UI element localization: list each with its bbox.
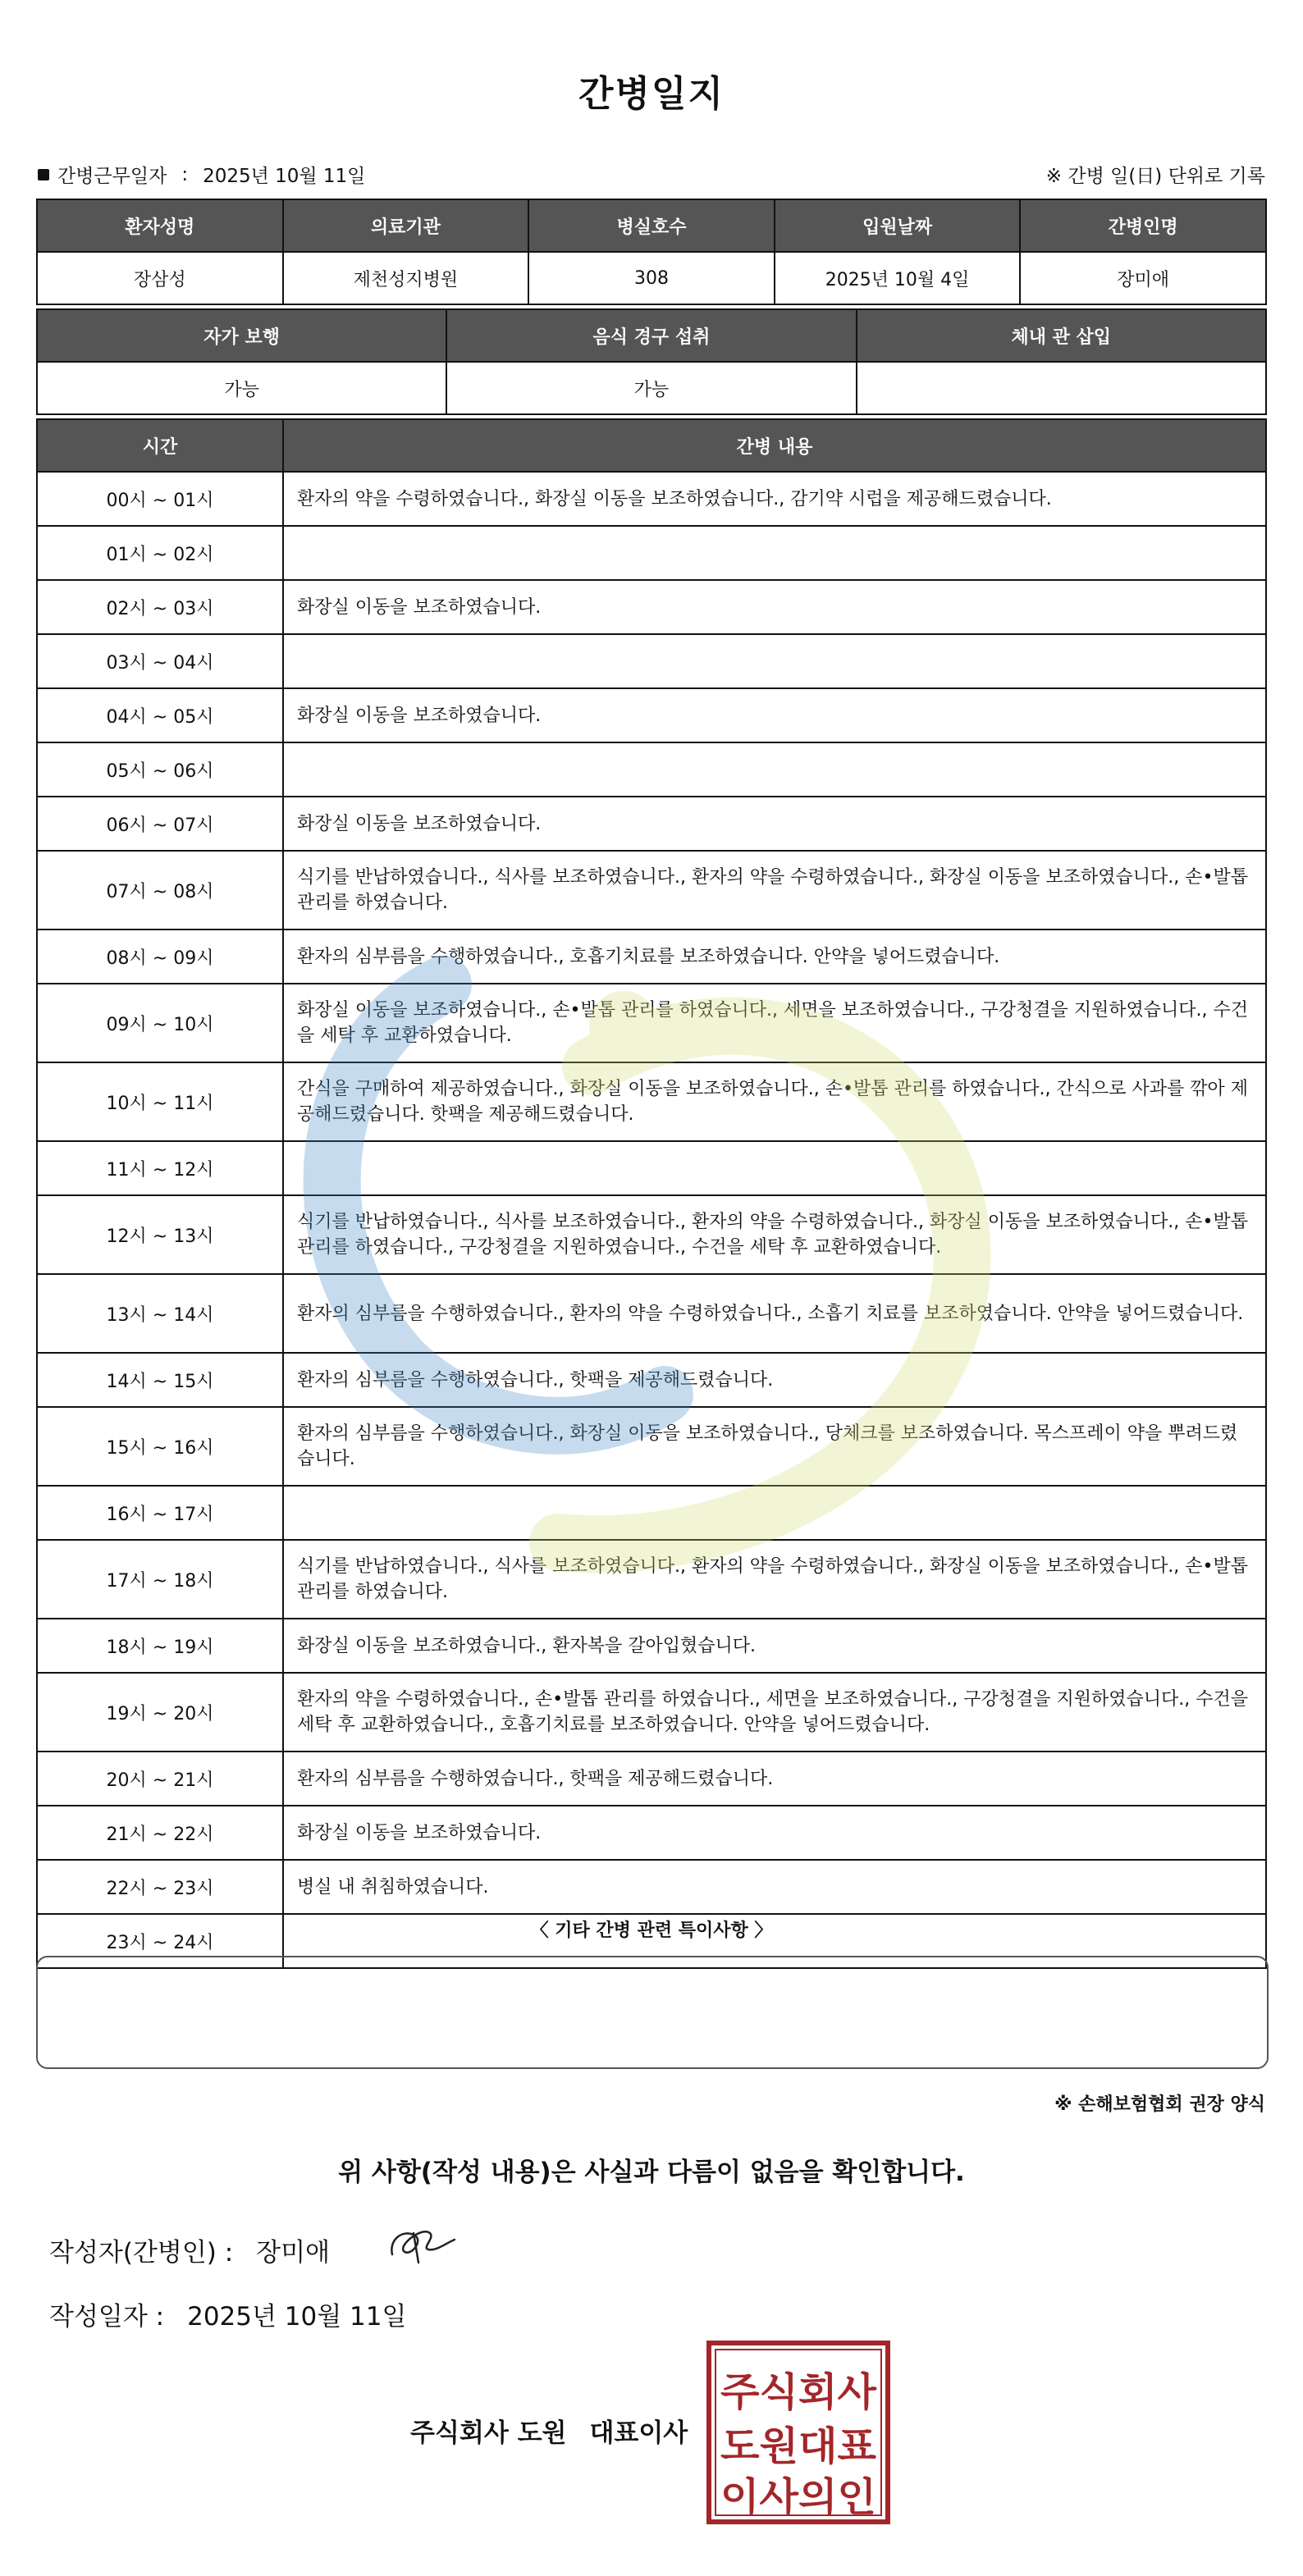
oral-intake-value: 가능: [446, 362, 856, 414]
log-row: [37, 1062, 1266, 1141]
room-number: 308: [528, 252, 775, 304]
log-time: 01시 ~ 02시: [37, 526, 283, 580]
log-time: 06시 ~ 07시: [37, 797, 283, 851]
log-content: 화장실 이동을 보조하였습니다., 환자복을 갈아입혔습니다.: [283, 1619, 1266, 1673]
log-content: 환자의 심부름을 수행하였습니다., 핫팩을 제공해드렸습니다.: [283, 1752, 1266, 1806]
company-line: [410, 2412, 688, 2449]
log-row: [37, 742, 1266, 797]
log-content: [283, 634, 1266, 688]
log-content: [283, 526, 1266, 580]
log-row: [37, 851, 1266, 929]
log-row: [37, 1752, 1266, 1806]
log-content: 식기를 반납하였습니다., 식사를 보조하였습니다., 환자의 약을 수령하였습니다., 화장실 이동을 보조하였습니다., 손•발톱 관리를 하였습니다.: [283, 1540, 1266, 1619]
log-row: [37, 1141, 1266, 1195]
log-time: 12시 ~ 13시: [37, 1195, 283, 1274]
log-content: 환자의 약을 수령하였습니다., 손•발톱 관리를 하였습니다., 세면을 보조하였습니다., 구강청결을 지원하였습니다., 수건을 세탁 후 교환하였습니다., 호흡기치료를 보조하였습니다. 안약을 넣어드렸습니다.: [283, 1673, 1266, 1752]
log-content: [283, 1486, 1266, 1540]
company-name: 주식회사 도원: [410, 2418, 567, 2448]
writer-label: 작성자(간병인) :: [49, 2238, 234, 2268]
log-time: 10시 ~ 11시: [37, 1062, 283, 1141]
log-time: 21시 ~ 22시: [37, 1806, 283, 1860]
log-row: [37, 1274, 1266, 1353]
patient-name: 장삼성: [37, 252, 283, 304]
confirmation-statement: 위 사항(작성 내용)은 사실과 다름이 없음을 확인합니다.: [338, 2158, 965, 2187]
hospital-name: 제천성지병원: [283, 252, 529, 304]
log-time: 09시 ~ 10시: [37, 984, 283, 1062]
log-row: [37, 797, 1266, 851]
log-row: [37, 1673, 1266, 1752]
svg-text:도원대표: 도원대표: [720, 2423, 877, 2469]
self-walking-value: 가능: [37, 362, 446, 414]
log-time: 18시 ~ 19시: [37, 1619, 283, 1673]
log-row: [37, 688, 1266, 742]
work-date-colon: :: [181, 163, 189, 185]
log-row: [37, 984, 1266, 1062]
square-bullet-icon: [38, 169, 49, 180]
log-time: 19시 ~ 20시: [37, 1673, 283, 1752]
patient-info-table: [36, 199, 1267, 305]
header-room: 병실호수: [528, 199, 775, 252]
company-title: 대표이사: [589, 2418, 688, 2448]
log-time: 03시 ~ 04시: [37, 634, 283, 688]
log-row: [37, 1407, 1266, 1486]
header-tube-insertion: 체내 관 삽입: [857, 309, 1266, 362]
tube-insertion-value: [857, 362, 1266, 414]
log-time: 15시 ~ 16시: [37, 1407, 283, 1486]
notes-box: [36, 1956, 1269, 2069]
header-patient-name: 환자성명: [37, 199, 283, 252]
svg-text:이사의인: 이사의인: [720, 2474, 876, 2520]
header-caregiver: 간병인명: [1020, 199, 1266, 252]
header-hospital: 의료기관: [283, 199, 529, 252]
log-time: 07시 ~ 08시: [37, 851, 283, 929]
log-row: [37, 634, 1266, 688]
log-time: 20시 ~ 21시: [37, 1752, 283, 1806]
log-content: 화장실 이동을 보조하였습니다.: [283, 580, 1266, 634]
header-self-walking: 자가 보행: [37, 309, 446, 362]
care-log-body: [37, 472, 1266, 1968]
log-time: 00시 ~ 01시: [37, 472, 283, 526]
log-time: 17시 ~ 18시: [37, 1540, 283, 1619]
log-row: [37, 1806, 1266, 1860]
log-content: 환자의 심부름을 수행하였습니다., 환자의 약을 수령하였습니다., 소흡기 치료를 보조하였습니다. 안약을 넣어드렸습니다.: [283, 1274, 1266, 1353]
log-content: [283, 742, 1266, 797]
caregiver-name: 장미애: [1020, 252, 1266, 304]
log-time: 23시 ~ 24시: [37, 1914, 283, 1968]
log-row: [37, 1195, 1266, 1274]
log-content: 화장실 이동을 보조하였습니다., 손•발톱 관리를 하였습니다., 세면을 보조하였습니다., 구강청결을 지원하였습니다., 수건을 세탁 후 교환하였습니다.: [283, 984, 1266, 1062]
admission-date: 2025년 10월 4일: [775, 252, 1021, 304]
work-date-value: 2025년 10월 11일: [203, 166, 366, 187]
page-title: 간병일지: [578, 73, 725, 115]
log-time: 22시 ~ 23시: [37, 1860, 283, 1914]
log-time: 04시 ~ 05시: [37, 688, 283, 742]
svg-text:주식회사: 주식회사: [720, 2369, 877, 2415]
log-content: 병실 내 취침하였습니다.: [283, 1860, 1266, 1914]
header-admission-date: 입원날짜: [775, 199, 1021, 252]
log-time: 08시 ~ 09시: [37, 929, 283, 984]
care-log-table: [36, 418, 1267, 1969]
header-time: 시간: [37, 419, 283, 472]
log-row: [37, 929, 1266, 984]
log-content: 화장실 이동을 보조하였습니다.: [283, 797, 1266, 851]
write-date-label: 작성일자 :: [49, 2302, 165, 2332]
work-date: [38, 161, 365, 188]
writer-name: 장미애: [256, 2238, 331, 2268]
log-content: 화장실 이동을 보조하였습니다.: [283, 1806, 1266, 1860]
recommend-note: ※ 손해보험협회 권장 양식: [1054, 2094, 1265, 2115]
log-time: 05시 ~ 06시: [37, 742, 283, 797]
notes-title: 〈 기타 간병 관련 특이사항 〉: [530, 1921, 773, 1941]
log-time: 11시 ~ 12시: [37, 1141, 283, 1195]
patient-status-table: [36, 308, 1267, 415]
log-content: 환자의 심부름을 수행하였습니다., 화장실 이동을 보조하였습니다., 당체크를 보조하였습니다. 목스프레이 약을 뿌려드렸습니다.: [283, 1407, 1266, 1486]
log-row: [37, 472, 1266, 526]
log-row: [37, 580, 1266, 634]
log-content: 식기를 반납하였습니다., 식사를 보조하였습니다., 환자의 약을 수령하였습니다., 화장실 이동을 보조하였습니다., 손•발톱 관리를 하였습니다.: [283, 851, 1266, 929]
log-content: 식기를 반납하였습니다., 식사를 보조하였습니다., 환자의 약을 수령하였습니다., 화장실 이동을 보조하였습니다., 손•발톱 관리를 하였습니다., 구강청결을 지원하였습니다., 수건을 세탁 후 교환하였습니다.: [283, 1195, 1266, 1274]
log-content: [283, 1141, 1266, 1195]
log-content: 간식을 구매하여 제공하였습니다., 화장실 이동을 보조하였습니다., 손•발톱 관리를 하였습니다., 간식으로 사과를 깎아 제공해드렸습니다. 핫팩을 제공해드렸습니다.: [283, 1062, 1266, 1141]
log-row: [37, 1486, 1266, 1540]
log-time: 14시 ~ 15시: [37, 1353, 283, 1407]
log-time: 13시 ~ 14시: [37, 1274, 283, 1353]
signature-image: [386, 2215, 459, 2272]
writer-line: [49, 2231, 330, 2268]
work-date-label: 간병근무일자: [57, 166, 167, 187]
write-date-line: [49, 2295, 406, 2332]
log-row: [37, 1860, 1266, 1914]
log-content: 환자의 심부름을 수행하였습니다., 핫팩을 제공해드렸습니다.: [283, 1353, 1266, 1407]
write-date-value: 2025년 10월 11일: [187, 2302, 407, 2332]
unit-note: ※ 간병 일(日) 단위로 기록: [1045, 166, 1265, 187]
log-time: 02시 ~ 03시: [37, 580, 283, 634]
log-row: [37, 526, 1266, 580]
log-time: 16시 ~ 17시: [37, 1486, 283, 1540]
log-row: [37, 1540, 1266, 1619]
log-row: [37, 1619, 1266, 1673]
log-content: 화장실 이동을 보조하였습니다.: [283, 688, 1266, 742]
log-content: 환자의 약을 수령하였습니다., 화장실 이동을 보조하였습니다., 감기약 시럽을 제공해드렸습니다.: [283, 472, 1266, 526]
log-content: 환자의 심부름을 수행하였습니다., 호흡기치료를 보조하였습니다. 안약을 넣어드렸습니다.: [283, 929, 1266, 984]
company-seal-image: [706, 2340, 891, 2525]
header-care-content: 간병 내용: [283, 419, 1266, 472]
log-row: [37, 1353, 1266, 1407]
header-oral-intake: 음식 경구 섭취: [446, 309, 856, 362]
